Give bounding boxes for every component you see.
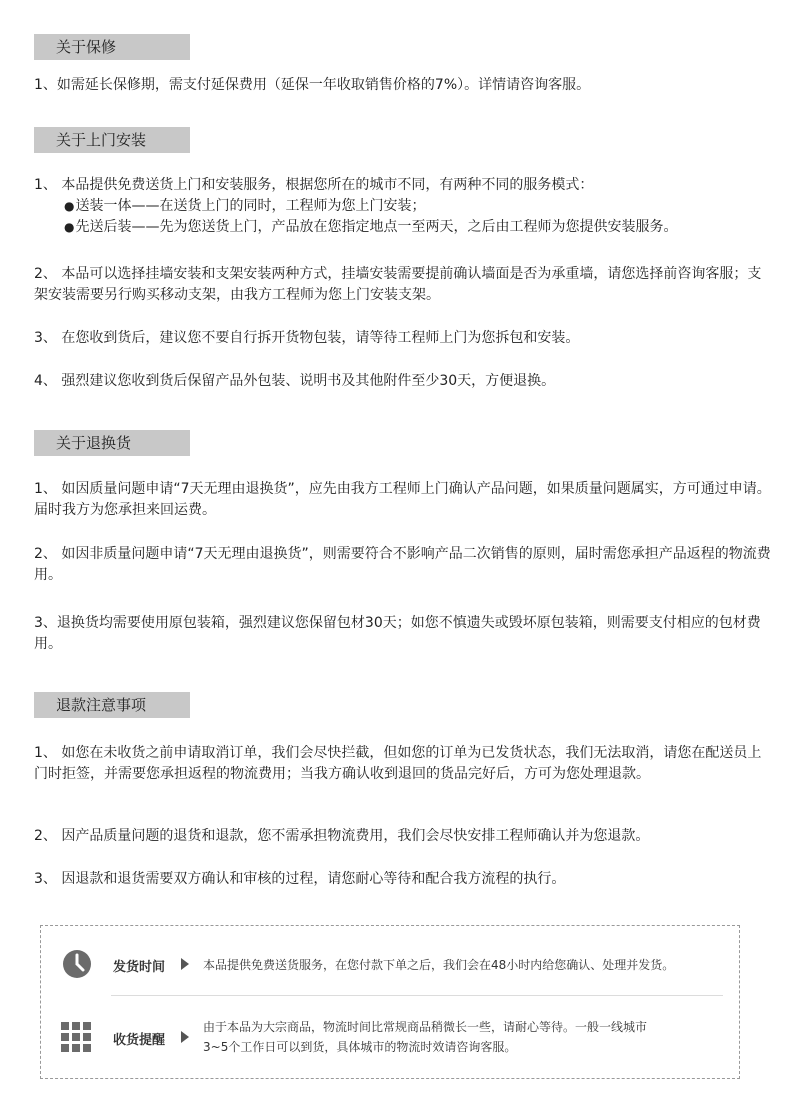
install-mode-1: ● 送装一体——在送货上门的同时，工程师为您上门安装； xyxy=(34,196,774,217)
section-header-install: 关于上门安装 xyxy=(34,127,190,153)
section-header-warranty: 关于保修 xyxy=(34,34,190,60)
returns-item-2: 2、 如因非质量问题申请“7天无理由退换货”，则需要符合不影响产品二次销售的原则，届时需您承担产品返程的物流费用。 xyxy=(34,546,771,583)
shipping-time-row xyxy=(41,948,739,984)
section-header-refund: 退款注意事项 xyxy=(34,692,190,718)
returns-item-3: 3、退换货均需要使用原包装箱，强烈建议您保留包材30天；如您不慎遗失或毁坏原包装箱，则需要支付相应的包材费用。 xyxy=(34,615,761,652)
delivery-reminder-line-1: 由于本品为大宗商品，物流时间比常规商品稍微长一些，请耐心等待。一般一线城市 xyxy=(203,1020,648,1034)
clock-icon xyxy=(61,948,93,984)
shipping-time-text: 本品提供免费送货服务，在您付款下单之后，我们会在48小时内给您确认、处理并发货。 xyxy=(203,958,675,972)
returns-item-1: 1、 如因质量问题申请“7天无理由退换货”，应先由我方工程师上门确认产品问题，如果质量问题属实，方可通过申请。届时我方为您承担来回运费。 xyxy=(34,481,771,518)
install-item-3: 3、 在您收到货后，建议您不要自行拆开货物包装，请等待工程师上门为您拆包和安装。 xyxy=(34,330,580,346)
arrow-right-icon xyxy=(181,1031,189,1043)
warranty-item-1: 1、如需延长保修期，需支付延保费用（延保一年收取销售价格的7%）。详情请咨询客服。 xyxy=(34,77,591,93)
delivery-reminder-line-2: 3~5个工作日可以到货，具体城市的物流时效请咨询客服。 xyxy=(203,1040,517,1054)
refund-item-2: 2、 因产品质量问题的退货和退款，您不需承担物流费用，我们会尽快安排工程师确认并为您退款。 xyxy=(34,828,650,844)
grid-icon xyxy=(61,1022,91,1056)
install-item-1-text: 1、 本品提供免费送货上门和安装服务，根据您所在的城市不同，有两种不同的服务模式： xyxy=(34,177,594,193)
shipping-info-box xyxy=(40,925,740,1079)
arrow-right-icon xyxy=(181,958,189,970)
shipping-time-label: 发货时间 xyxy=(113,960,166,975)
delivery-reminder-row xyxy=(41,1016,739,1060)
refund-item-1: 1、 如您在未收货之前申请取消订单，我们会尽快拦截，但如您的订单为已发货状态，我们无法取消，请您在配送员上门时拒签，并需要您承担返程的物流费用；当我方确认收到退回的货品完好后，方可为您处理退款。 xyxy=(34,745,762,782)
delivery-reminder-label: 收货提醒 xyxy=(113,1033,166,1048)
install-item-2: 2、 本品可以选择挂墙安装和支架安装两种方式，挂墙安装需要提前确认墙面是否为承重墙，请您选择前咨询客服；支架安装需要另行购买移动支架，由我方工程师为您上门安装支架。 xyxy=(34,266,762,303)
section-header-returns: 关于退换货 xyxy=(34,430,190,456)
install-item-1 xyxy=(34,175,774,238)
info-divider xyxy=(111,995,723,996)
install-mode-2: ● 先送后装——先为您送货上门，产品放在您指定地点一至两天，之后由工程师为您提供安装服务。 xyxy=(34,217,774,238)
install-item-4: 4、 强烈建议您收到货后保留产品外包装、说明书及其他附件至少30天，方便退换。 xyxy=(34,373,556,389)
delivery-reminder-text xyxy=(203,1017,647,1057)
refund-item-3: 3、 因退款和退货需要双方确认和审核的过程，请您耐心等待和配合我方流程的执行。 xyxy=(34,871,566,887)
